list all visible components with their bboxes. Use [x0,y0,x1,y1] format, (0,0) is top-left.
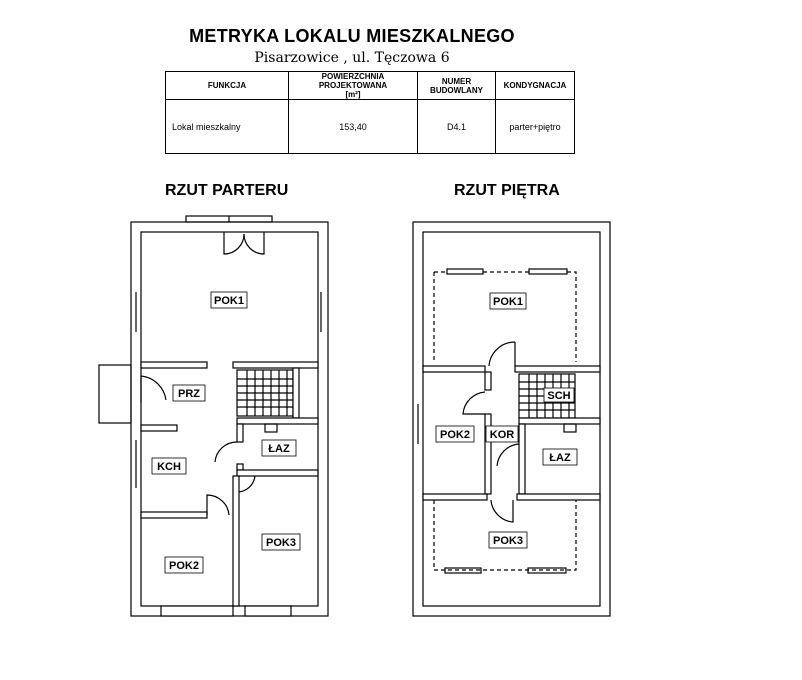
ground-wall-laz-left-lower [237,464,243,470]
upper-wall-pok1-sch [515,366,600,372]
upper-laz-fixture [564,424,576,432]
ground-laz-door [215,442,237,462]
upper-laz-label: ŁAZ [549,452,571,464]
ground-stairs [237,370,293,416]
cell-numer: D4.1 [418,100,496,154]
upper-pok1-label: POK1 [493,296,523,308]
ground-prz-label: PRZ [178,388,200,400]
ground-wall-stairs-top [233,362,318,368]
header-funkcja: FUNKCJA [166,72,289,100]
ground-laz-fixture [265,424,277,432]
header-numer-line2: BUDOWLANY [430,85,483,95]
upper-pok2-door [463,392,485,414]
ground-pok2-label: POK2 [169,560,199,572]
upper-wall-laz-top [519,418,600,424]
upper-pok1-door [489,342,515,366]
ground-wall-prz-kch [141,425,177,431]
upper-roof-window-2 [529,269,567,274]
header-powierzchnia-unit: [m²] [345,90,361,99]
ground-floor-plan [99,216,328,616]
ground-pok1-label: POK1 [214,295,244,307]
ground-room-labels [152,292,300,573]
ground-floor-title: RZUT PARTERU [165,182,289,199]
document-title: METRYKA LOKALU MIESZKALNEGO [189,26,515,46]
cell-funkcja: Lokal mieszkalny [166,100,289,154]
upper-pok3-door [491,500,513,522]
cell-powierzchnia: 153,40 [289,100,418,154]
address: Pisarzowice , ul. Tęczowa 6 [254,50,450,66]
ground-bottom-window-2 [245,606,291,616]
ground-entrance-porch [99,365,131,423]
upper-kor-label: KOR [489,429,515,441]
header-kondygnacja: KONDYGNACJA [496,72,575,100]
ground-bottom-window-1 [161,606,233,616]
ground-kch-label: KCH [157,461,181,473]
ground-entrance-door [141,376,166,403]
upper-wall-laz-left [519,424,525,494]
upper-pok3-label: POK3 [493,535,523,547]
header-numer-line1: NUMER [441,76,472,86]
header-powierzchnia-line1: POWIERZCHNIA PROJEKTOWANA [318,72,388,90]
ground-wall-laz-bottom [237,470,318,476]
ground-wall-kch-pok2 [141,512,207,518]
ground-pok2-door [207,495,229,515]
ground-wall-prz-top [141,362,207,368]
ground-laz-label: ŁAZ [268,443,290,455]
upper-wall-pok2-pok3 [423,494,487,500]
ground-pok3-label: POK3 [266,537,296,549]
ground-door-left [224,232,244,254]
upper-wall-pok2-kor-upper [485,372,491,390]
upper-laz-door [497,444,519,466]
upper-wall-pok1-pok2 [423,366,485,372]
ground-wall-pok2-pok3 [233,476,239,606]
ground-door-right [244,232,264,254]
upper-wall-laz-pok3 [517,494,600,500]
ground-wall-laz-left-upper [237,424,243,442]
upper-sch-label: SCH [547,390,571,402]
ground-pok3-door [237,476,255,492]
upper-floor-title: RZUT PIĘTRA [454,182,560,199]
upper-pok1-roof-dashed-right [434,272,576,362]
upper-floor-plan [413,222,610,616]
ground-wall-laz-top [237,418,318,424]
upper-pok2-label: POK2 [440,429,470,441]
upper-roof-window-1 [447,269,483,274]
cell-kondygnacja: parter+piętro [496,100,575,154]
ground-wall-stairs-right [293,368,299,418]
